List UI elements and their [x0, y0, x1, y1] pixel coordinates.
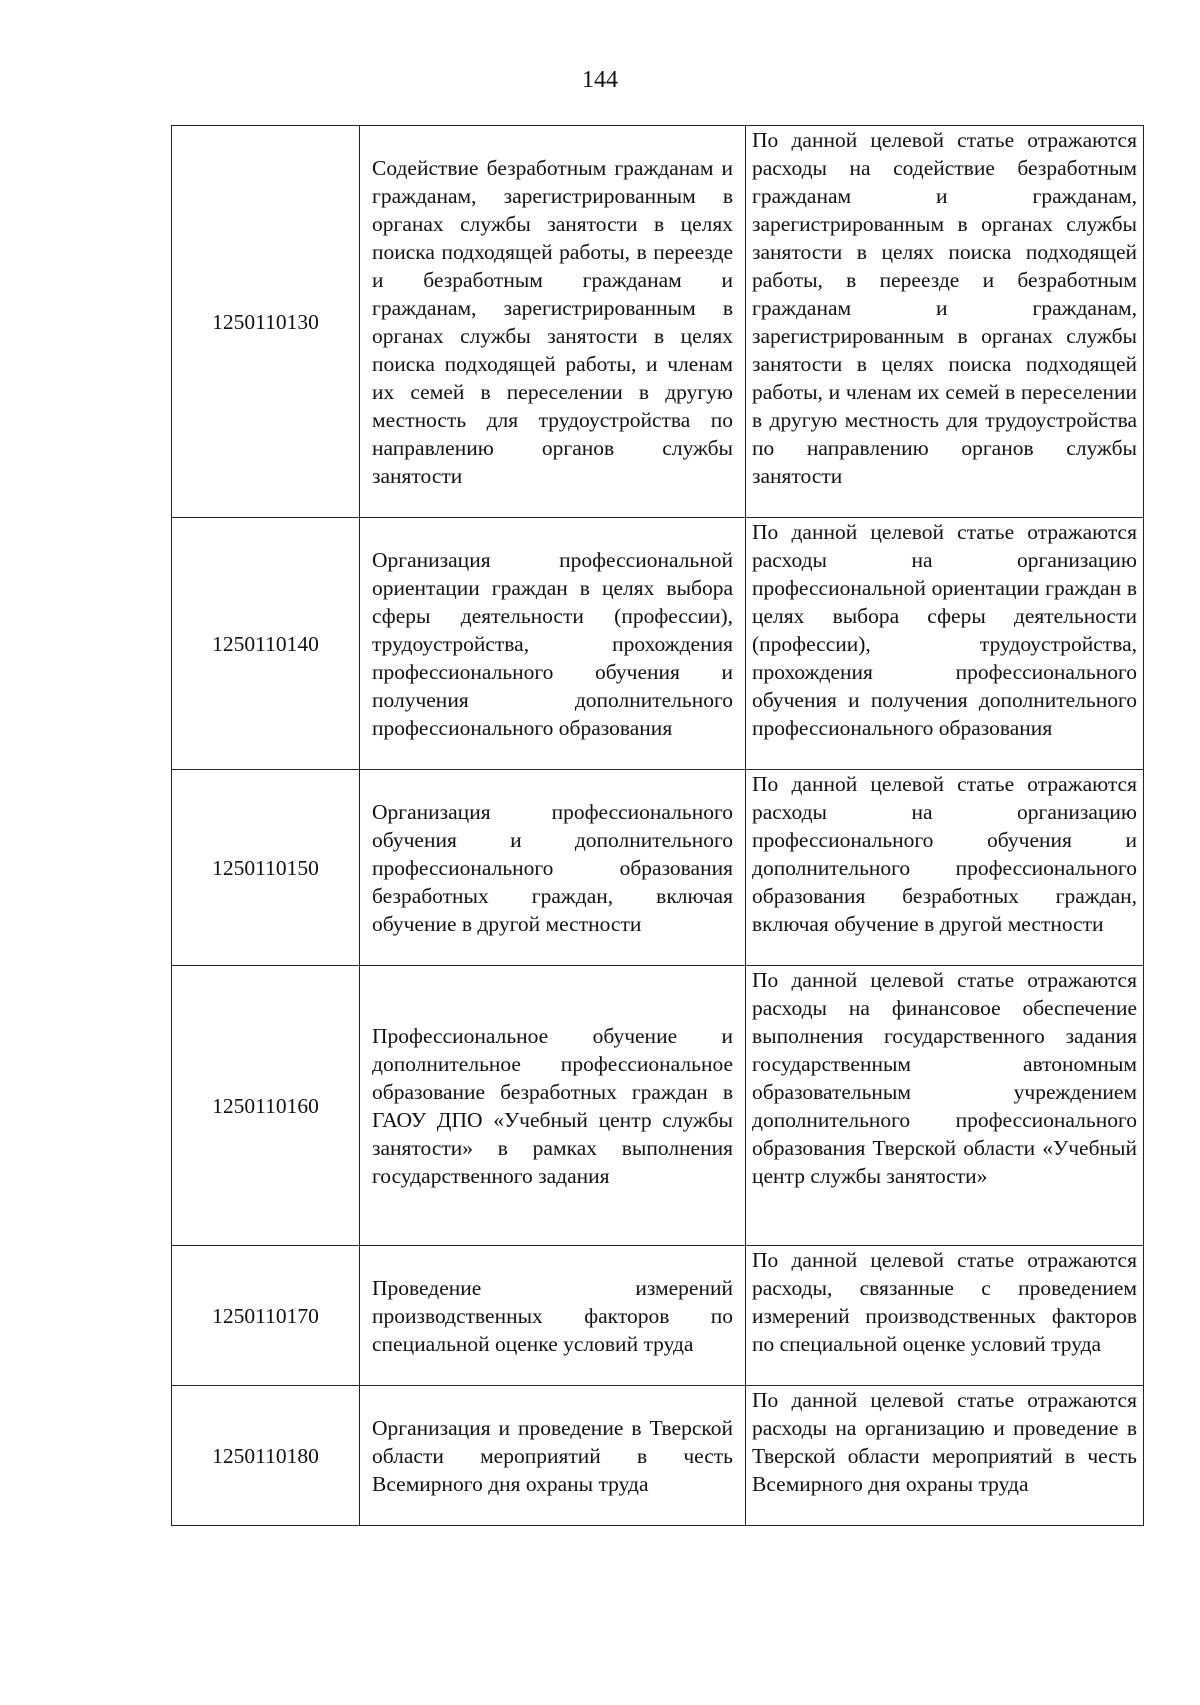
article-description: По данной целевой статье отражаются расходы на содействие безработным гражданам и гражданам, зарегистрированным в органах службы занятости в целях поиска подходящей работы, в переезде и безработным гражданам и гражданам, зарегистрированным в органах службы занятости в целях поиска подходящей работы, и членам их семей в переселении в другую местность для трудоустройства по направлению органов службы занятости [746, 126, 1144, 518]
table-row [172, 966, 1144, 1246]
target-articles-table [171, 125, 1144, 1526]
article-code: 1250110130 [172, 126, 360, 518]
article-name: Проведение измерений производственных факторов по специальной оценке условий труда [360, 1246, 746, 1386]
table-row [172, 1246, 1144, 1386]
article-code: 1250110140 [172, 518, 360, 770]
table-row [172, 518, 1144, 770]
article-code: 1250110180 [172, 1386, 360, 1526]
article-name: Организация профессионального обучения и дополнительного профессионального образования безработных граждан, включая обучение в другой местности [360, 770, 746, 966]
article-code: 1250110150 [172, 770, 360, 966]
article-description: По данной целевой статье отражаются расходы, связанные с проведением измерений производственных факторов по специальной оценке условий труда [746, 1246, 1144, 1386]
article-name: Профессиональное обучение и дополнительное профессиональное образование безработных граждан в ГАОУ ДПО «Учебный центр службы занятости» в рамках выполнения государственного задания [360, 966, 746, 1246]
table-row [172, 770, 1144, 966]
table-row [172, 1386, 1144, 1526]
article-name: Организация профессиональной ориентации граждан в целях выбора сферы деятельности (профессии), трудоустройства, прохождения профессионального обучения и получения дополнительного профессионального образования [360, 518, 746, 770]
article-description: По данной целевой статье отражаются расходы на финансовое обеспечение выполнения государственного задания государственным автономным образовательным учреждением дополнительного профессионального образования Тверской области «Учебный центр службы занятости» [746, 966, 1144, 1246]
article-description: По данной целевой статье отражаются расходы на организацию профессионального обучения и дополнительного профессионального образования безработных граждан, включая обучение в другой местности [746, 770, 1144, 966]
article-name: Содействие безработным гражданам и гражданам, зарегистрированным в органах службы занятости в целях поиска подходящей работы, в переезде и безработным гражданам и гражданам, зарегистрированным в органах службы занятости в целях поиска подходящей работы, и членам их семей в переселении в другую местность для трудоустройства по направлению органов службы занятости [360, 126, 746, 518]
article-code: 1250110160 [172, 966, 360, 1246]
article-code: 1250110170 [172, 1246, 360, 1386]
page-number: 144 [582, 67, 618, 93]
article-name: Организация и проведение в Тверской области мероприятий в честь Всемирного дня охраны труда [360, 1386, 746, 1526]
article-description: По данной целевой статье отражаются расходы на организацию профессиональной ориентации граждан в целях выбора сферы деятельности (профессии), трудоустройства, прохождения профессионального обучения и получения дополнительного профессионального образования [746, 518, 1144, 770]
table-row [172, 126, 1144, 518]
article-description: По данной целевой статье отражаются расходы на организацию и проведение в Тверской области мероприятий в честь Всемирного дня охраны труда [746, 1386, 1144, 1526]
